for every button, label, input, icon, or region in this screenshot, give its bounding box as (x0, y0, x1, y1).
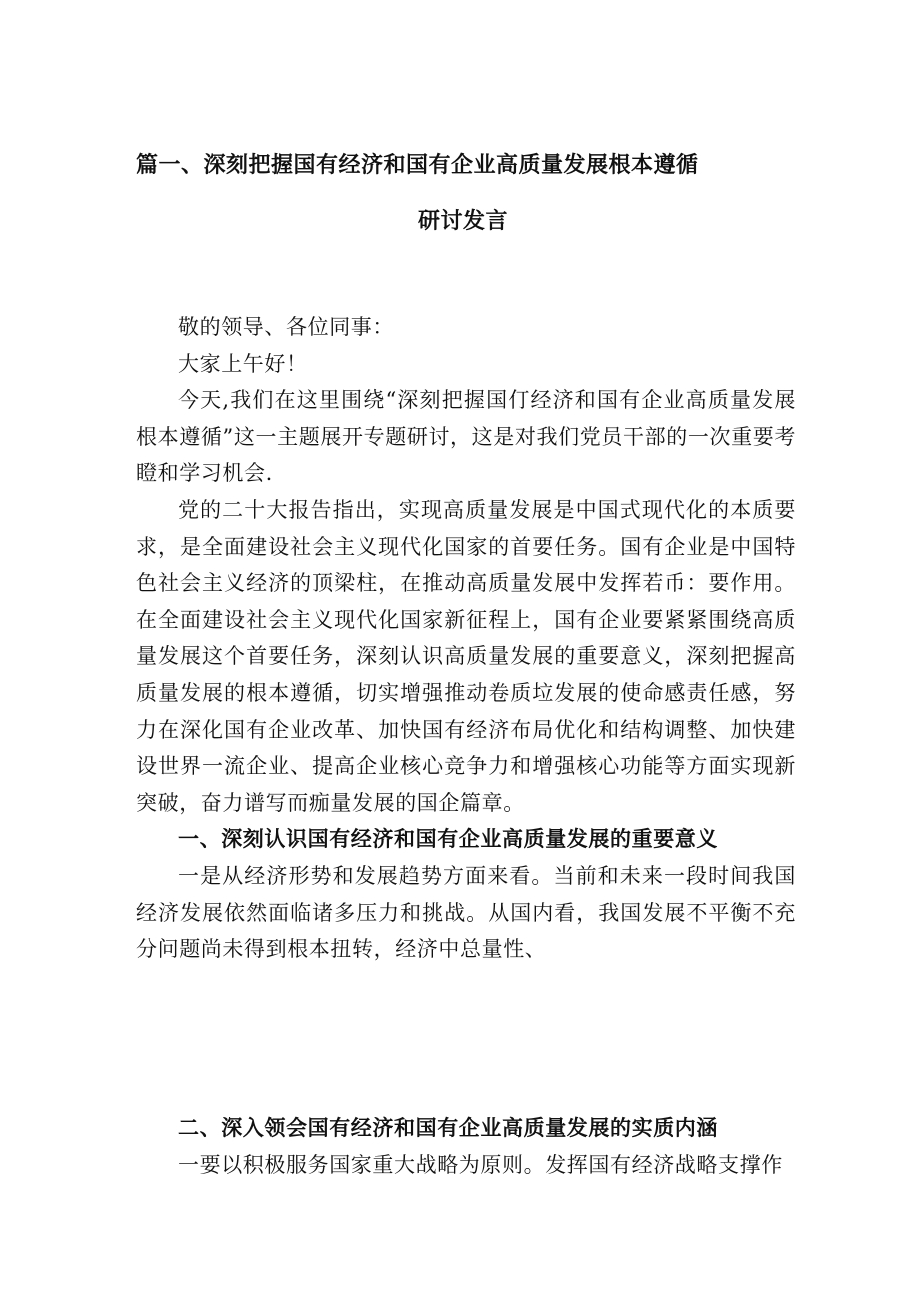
document-title-line-2: 研讨发言 (418, 208, 509, 234)
document-body-continued (136, 1110, 796, 1183)
paragraph-national-strategy: 一要以积极服务国家重大战略为原则。发挥国有经济战略支撑作 (178, 1152, 783, 1177)
paragraph-economic-situation: 一是从经济形势和发展趋势方面来看。当前和未来一段时间我国经济发展依然面临诸多压力和挑战。从国内看，我国发展不平衡不充分问题尚未得到根本扭转，经济中总量性、 (136, 863, 796, 962)
paragraph-report: 党的二十大报告指出，实现高质量发展是中国式现代化的本质要求，是全面建设社会主义现代化国家的首要任务。国有企业是中国特色社会主义经济的顶梁柱，在推动高质量发展中发挥若币：要作用。在全面建设社会主义现代化国家新征程上，国有企业要紧紧围绕高质量发展这个首要任务，深刻认识高质量发展的重要意义，深刻把握高质量发展的根本遵循，切实增强推动卷质垃发展的使命感责任感，努力在深化国有企业改革、加快国有经济布局优化和结构调整、加快建设世界一流企业、提高企业核心竞争力和增强核心功能等方面实现新突破，奋力谱写而痂量发展的国企篇章。 (136, 497, 796, 815)
paragraph-intro: 今天,我们在这里围绕“深刻把握国仃经济和国有企业高质量发展根本遵循”这一主题展开专题研讨，这是对我们党员干部的一次重要考瞪和学习机会. (136, 388, 796, 486)
section-heading-1: 一、深刻认识国有经济和国有企业高质量发展的重要意义 (178, 826, 718, 852)
greeting: 大家上午好！ (178, 351, 308, 376)
document-title-line-1: 篇一、深刻把握国有经济和国有企业高质量发展根本遵循 (136, 152, 699, 178)
salutation: 敬的领导、各位同事： (178, 315, 394, 339)
document-body (136, 309, 796, 968)
section-heading-2: 二、深入领会国有经济和国有企业高质量发展的实质内涵 (178, 1115, 718, 1140)
